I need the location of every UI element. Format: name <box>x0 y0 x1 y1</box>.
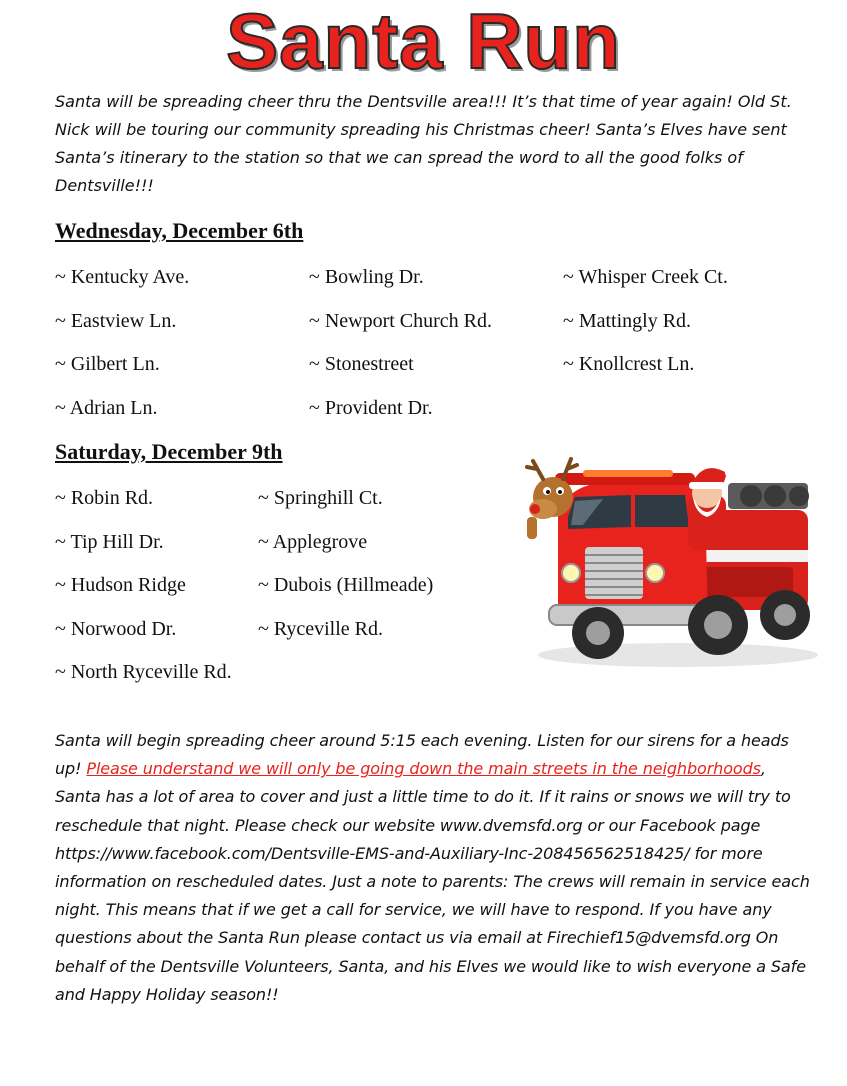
street-item: ~ Ryceville Rd. <box>258 618 383 640</box>
street-item: ~ Norwood Dr. <box>55 618 177 640</box>
street-item: ~ Provident Dr. <box>309 397 433 419</box>
street-item: ~ Bowling Dr. <box>309 266 424 288</box>
street-item: ~ Applegrove <box>258 531 368 553</box>
street-item: ~ Tip Hill Dr. <box>55 531 164 553</box>
street-item: ~ North Ryceville Rd. <box>55 661 232 683</box>
main-streets-notice: Please understand we will only be going down the main streets in the neighborhoods <box>86 759 761 779</box>
street-item: ~ Stonestreet <box>309 353 414 375</box>
street-item: ~ Kentucky Ave. <box>55 266 190 288</box>
saturday-heading: Saturday, December 9th <box>55 439 283 464</box>
wednesday-heading: Wednesday, December 6th <box>55 218 304 243</box>
street-item: ~ Robin Rd. <box>55 487 154 509</box>
closing-text-end: , Santa has a lot of area to cover and just a little time to do it. If it rains or snows we will try to reschedule that night. Please check our website www.dvemsfd.org or our Facebook page https://www.facebook.com/Dentsville-EMS-and-Auxiliary-Inc-208456562518425/ for more information on rescheduled dates. Just a note to parents: The crews will remain in service each night. This means that if we get a call for service, we will have to respond. If you have any questions about the Santa Run please contact us via email at Firechief15@dvemsfd.org On behalf of the Dentsville Volunteers, Santa, and his Elves we would like to wish everyone a Safe and Happy Holiday season!! <box>55 759 810 1004</box>
street-item: ~ Eastview Ln. <box>55 310 177 332</box>
intro-paragraph: Santa will be spreading cheer thru the Dentsville area!!! It’s that time of year again! Old St. Nick will be touring our community spreading his Christmas cheer! Santa’s Elves have sent Santa’s itinerary to the station so that we can spread the word to all the good folks of Dentsville!!! <box>55 92 792 195</box>
street-item: ~ Hudson Ridge <box>55 574 186 596</box>
street-item: ~ Springhill Ct. <box>258 487 383 509</box>
street-item: ~ Gilbert Ln. <box>55 353 160 375</box>
street-item: ~ Adrian Ln. <box>55 397 158 419</box>
closing-text-start: Santa will begin spreading cheer around 5:15 each evening. Listen for our sirens for a heads up! <box>55 731 789 779</box>
page-title: Santa Run <box>226 0 621 85</box>
closing-paragraph <box>55 727 810 1009</box>
street-item: ~ Dubois (Hillmeade) <box>258 574 434 596</box>
street-item: ~ Newport Church Rd. <box>309 310 493 332</box>
street-item: ~ Whisper Creek Ct. <box>563 266 728 288</box>
street-item: ~ Mattingly Rd. <box>563 310 692 332</box>
santa-fire-truck-illustration <box>513 455 823 670</box>
street-item: ~ Knollcrest Ln. <box>563 353 695 375</box>
